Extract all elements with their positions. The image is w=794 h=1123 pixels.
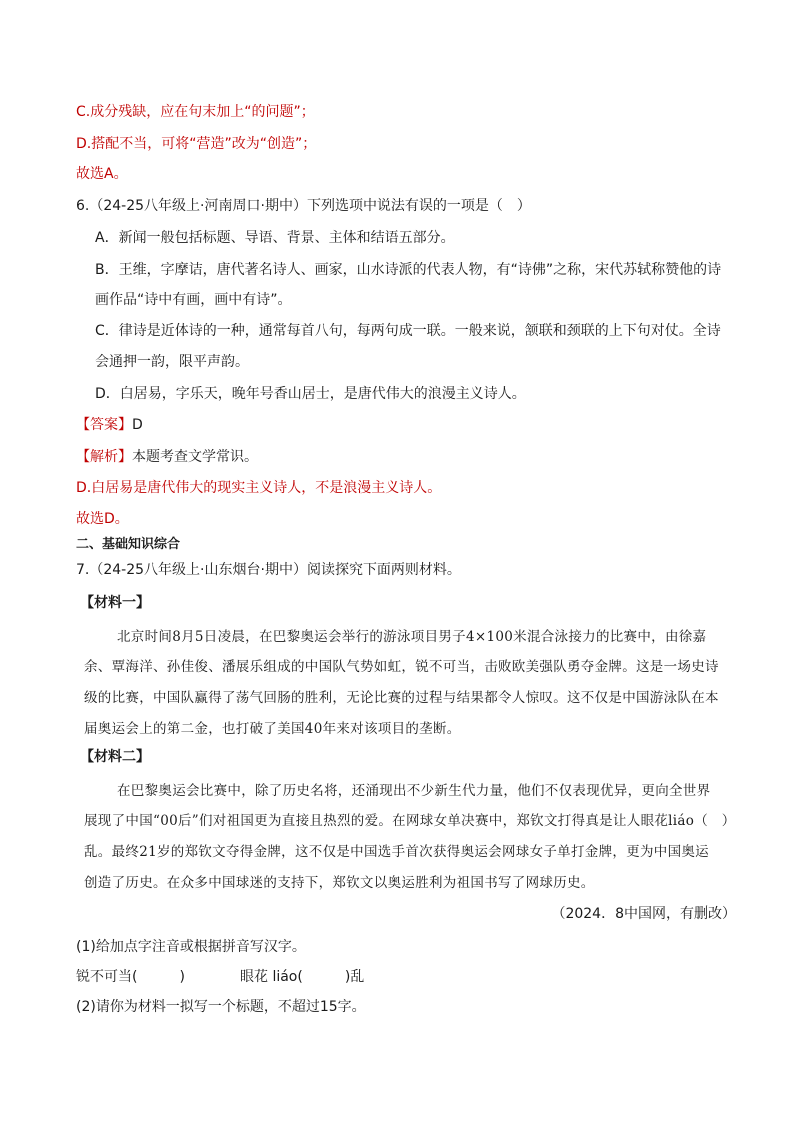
question-6-stem: 6.（24-25八年级上·河南周口·期中）下列选项中说法有误的一项是（ ） xyxy=(76,198,531,214)
question-6-analysis-detail: D.白居易是唐代伟大的现实主义诗人，不是浪漫主义诗人。 xyxy=(76,480,442,496)
prev-analysis-c-line: C.成分残缺，应在句末加上“的问题”； xyxy=(76,104,315,120)
question-7-stem: 7.（24-25八年级上·山东烟台·期中）阅读探究下面两则材料。 xyxy=(76,562,461,578)
question-7-sub2: (2)请你为材料一拟写一个标题，不超过15字。 xyxy=(76,999,366,1015)
question-6-option-c-line1: C．律诗是近体诗的一种，通常每首八句，每两句成一联。一般来说，颔联和颈联的上下句对仗。全诗 xyxy=(95,323,721,339)
material-source: （2024．8中国网，有删改） xyxy=(551,906,736,922)
question-6-option-b-line2: 画作品“诗中有画，画中有诗”。 xyxy=(95,292,292,308)
prev-analysis-d-line: D.搭配不当，可将“营造”改为“创造”； xyxy=(76,136,317,152)
material-1-line2: 余、覃海洋、孙佳俊、潘展乐组成的中国队气势如虹，锐不可当，击败欧美强队勇夺金牌。这是一场史诗 xyxy=(84,659,719,675)
question-7-sub1-item1[interactable]: 锐不可当( ) xyxy=(76,969,185,985)
question-6-option-c-line2: 会通押一韵，限平声韵。 xyxy=(95,354,249,370)
question-6-choice: 故选D。 xyxy=(76,511,129,527)
material-1-line3: 级的比赛，中国队赢得了荡气回肠的胜利，无论比赛的过程与结果都令人惊叹。这不仅是中国游泳队在本 xyxy=(84,690,719,706)
analysis-tag: 【解析】 xyxy=(76,449,132,465)
prev-choice-line: 故选A。 xyxy=(76,166,128,182)
question-7-sub1-item2[interactable]: 眼花 liáo( )乱 xyxy=(240,969,365,985)
material-2-line2: 展现了中国“00后”们对祖国更为直接且热烈的爱。在网球女单决赛中，郑钦文打得真是让人眼花liáo（ ） xyxy=(84,813,736,829)
question-6-option-d: D．白居易，字乐天，晚年号香山居士，是唐代伟大的浪漫主义诗人。 xyxy=(95,386,526,402)
material-1-line4: 届奥运会上的第二金，也打破了美国40年来对该项目的垄断。 xyxy=(84,721,461,737)
material-2-line1: 在巴黎奥运会比赛中，除了历史名将，还涌现出不少新生代力量，他们不仅表现优异，更向全世界 xyxy=(117,783,711,799)
material-2-title: 【材料二】 xyxy=(80,749,150,765)
question-6-option-a: A．新闻一般包括标题、导语、背景、主体和结语五部分。 xyxy=(95,230,455,246)
section-2-heading: 二、基础知识综合 xyxy=(76,537,181,552)
answer-value: D xyxy=(132,417,143,433)
material-2-line3: 乱。最终21岁的郑钦文夺得金牌，这不仅是中国选手首次获得奥运会网球女子单打金牌，更为中国奥运 xyxy=(84,844,709,860)
question-6-answer xyxy=(76,415,143,435)
material-1-line1: 北京时间8月5日凌晨，在巴黎奥运会举行的游泳项目男子4×100米混合泳接力的比赛中，由徐嘉 xyxy=(117,629,707,645)
question-7-sub1: (1)给加点字注音或根据拼音写汉字。 xyxy=(76,939,306,955)
material-2-line4: 创造了历史。在众多中国球迷的支持下，郑钦文以奥运胜利为祖国书写了网球历史。 xyxy=(84,875,595,891)
question-6-analysis xyxy=(76,447,258,467)
analysis-text: 本题考查文学常识。 xyxy=(132,449,258,465)
answer-tag: 【答案】 xyxy=(76,417,132,433)
material-1-title: 【材料一】 xyxy=(80,595,150,611)
question-6-option-b-line1: B．王维，字摩诘，唐代著名诗人、画家，山水诗派的代表人物，有“诗佛”之称，宋代苏轼称赞他的诗 xyxy=(95,262,722,278)
